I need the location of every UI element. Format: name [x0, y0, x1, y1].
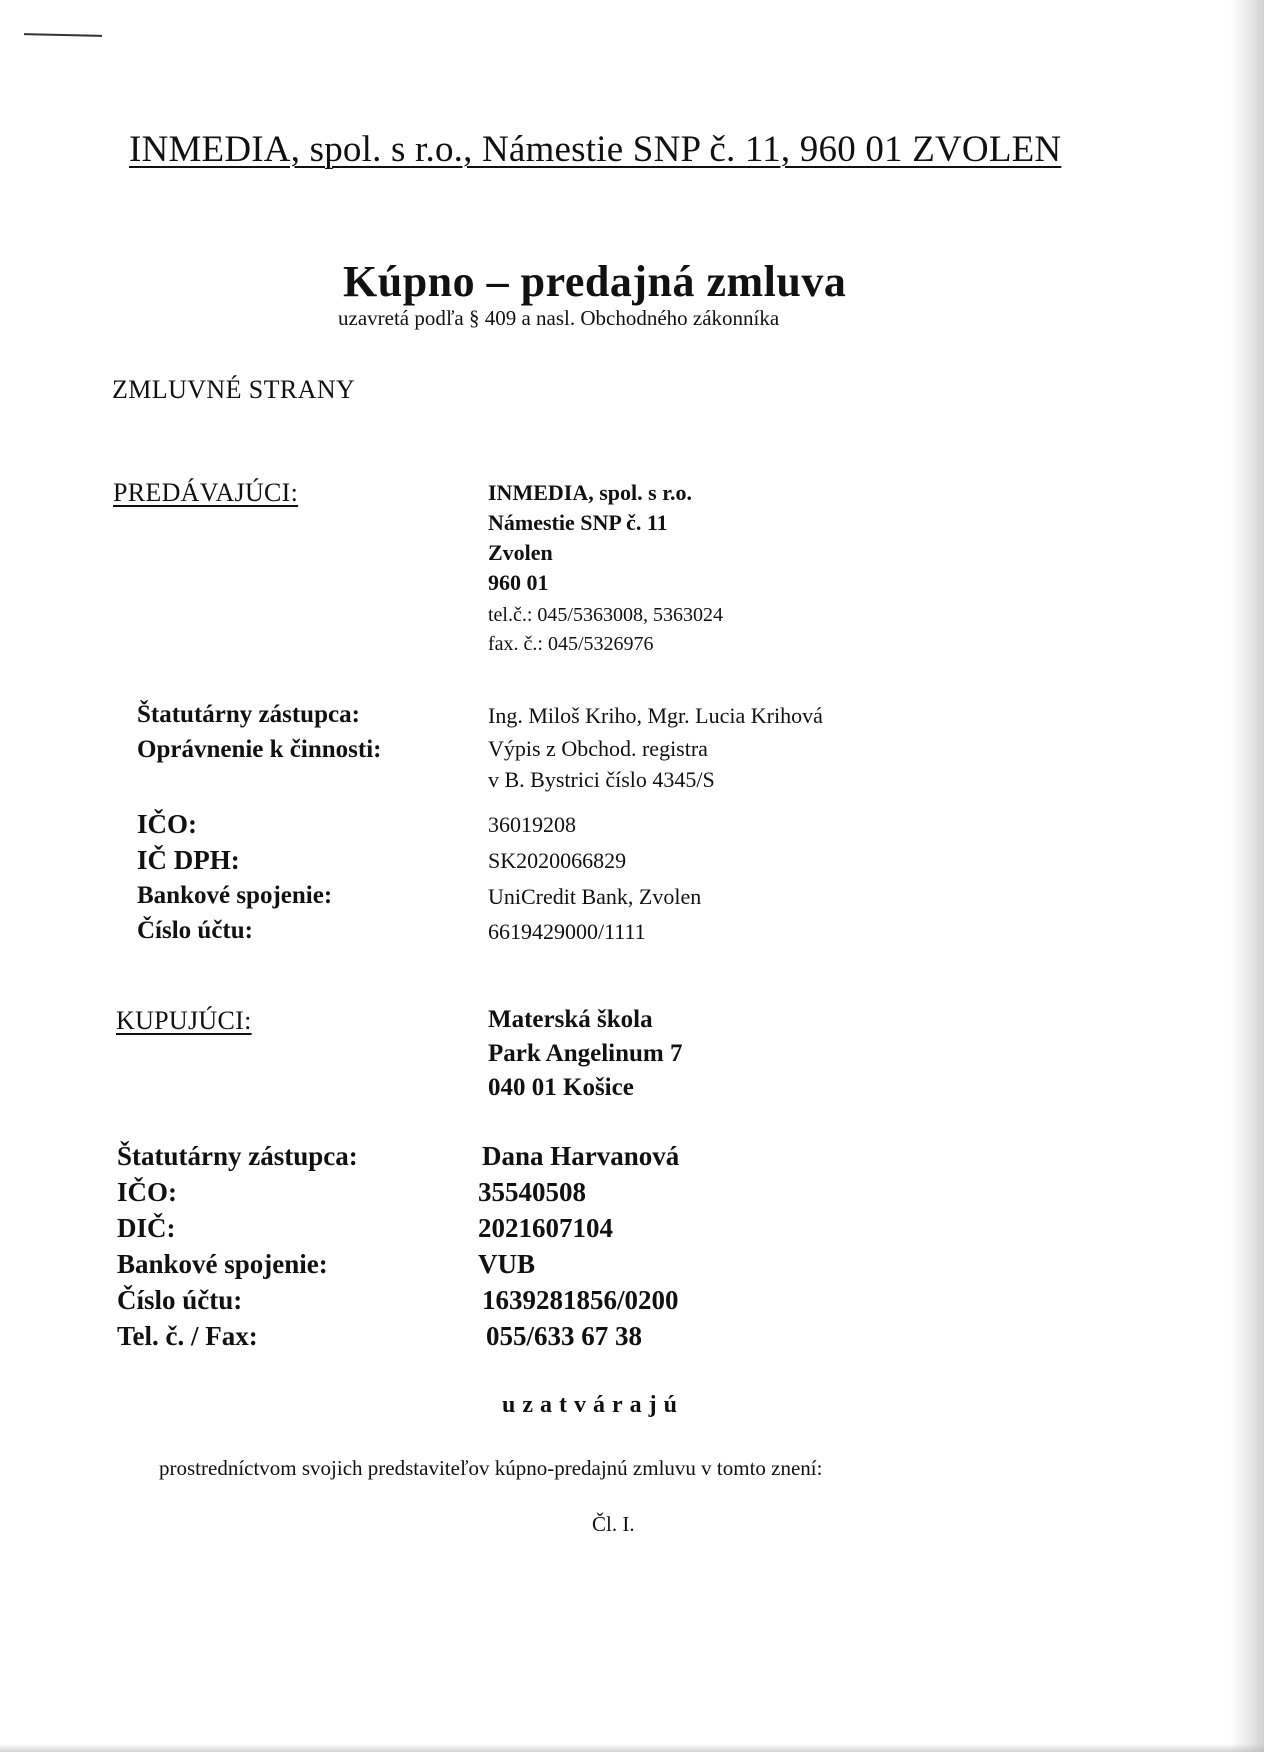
seller-tel: tel.č.: 045/5363008, 5363024	[488, 604, 723, 626]
scan-shadow-right	[1230, 0, 1264, 1752]
company-header: INMEDIA, spol. s r.o., Námestie SNP č. 11, 960 01 ZVOLEN	[129, 129, 1062, 170]
conclusion-word: uzatvárajú	[502, 1392, 684, 1418]
seller-authorization-1: Výpis z Obchod. registra	[488, 736, 708, 761]
buyer-ico: 35540508	[478, 1177, 586, 1207]
buyer-phone-label: Tel. č. / Fax:	[117, 1321, 258, 1351]
buyer-city: 040 01 Košice	[488, 1074, 634, 1101]
buyer-street: Park Angelinum 7	[488, 1040, 683, 1067]
scan-shadow-bottom	[0, 1744, 1264, 1752]
buyer-phone: 055/633 67 38	[486, 1321, 643, 1351]
buyer-bank-label: Bankové spojenie:	[117, 1249, 328, 1279]
section-heading: ZMLUVNÉ STRANY	[112, 375, 356, 404]
seller-representative: Ing. Miloš Kriho, Mgr. Lucia Krihová	[488, 703, 823, 728]
buyer-dic-label: DIČ:	[117, 1213, 176, 1243]
seller-icdph-label: IČ DPH:	[137, 845, 240, 875]
buyer-account-label: Číslo účtu:	[117, 1285, 243, 1315]
seller-ico: 36019208	[488, 812, 576, 837]
buyer-address	[488, 1003, 682, 1105]
seller-postcode: 960 01	[488, 570, 549, 595]
seller-field-values	[488, 698, 823, 949]
seller-icdph: SK2020066829	[488, 848, 627, 873]
seller-city: Zvolen	[488, 540, 553, 565]
buyer-field-values	[478, 1138, 679, 1354]
seller-account: 6619429000/1111	[488, 919, 646, 944]
buyer-name: Materská škola	[488, 1006, 653, 1033]
intro-text: prostredníctvom svojich predstaviteľov kúpno-predajnú zmluvu v tomto znení:	[159, 1456, 823, 1480]
buyer-field-labels	[117, 1138, 358, 1354]
clause-heading: Čl. I.	[592, 1512, 635, 1536]
seller-address	[488, 478, 692, 598]
seller-name: INMEDIA, spol. s r.o.	[488, 480, 692, 505]
document-subtitle: uzavretá podľa § 409 a nasl. Obchodného zákonníka	[338, 306, 780, 330]
seller-account-label: Číslo účtu:	[137, 917, 253, 944]
buyer-representative-label: Štatutárny zástupca:	[117, 1141, 358, 1171]
buyer-bank: VUB	[478, 1249, 536, 1279]
seller-ico-label: IČO:	[137, 809, 197, 839]
seller-authorization-2: v B. Bystrici číslo 4345/S	[488, 767, 715, 792]
buyer-representative: Dana Harvanová	[482, 1141, 680, 1171]
seller-authorization-label: Oprávnenie k činnosti:	[137, 736, 382, 763]
document-title: Kúpno – predajná zmluva	[343, 257, 847, 306]
seller-field-labels	[137, 697, 381, 948]
seller-contact	[488, 601, 723, 659]
seller-street: Námestie SNP č. 11	[488, 510, 668, 535]
buyer-ico-label: IČO:	[117, 1177, 177, 1207]
seller-bank: UniCredit Bank, Zvolen	[488, 884, 702, 909]
seller-label: PREDÁVAJÚCI:	[113, 478, 299, 507]
buyer-account: 1639281856/0200	[482, 1285, 679, 1315]
corner-pen-mark	[24, 33, 102, 37]
buyer-dic: 2021607104	[478, 1213, 613, 1243]
buyer-label: KUPUJÚCI:	[116, 1006, 252, 1035]
seller-representative-label: Štatutárny zástupca:	[137, 701, 360, 728]
seller-bank-label: Bankové spojenie:	[137, 882, 333, 909]
seller-fax: fax. č.: 045/5326976	[488, 633, 654, 655]
